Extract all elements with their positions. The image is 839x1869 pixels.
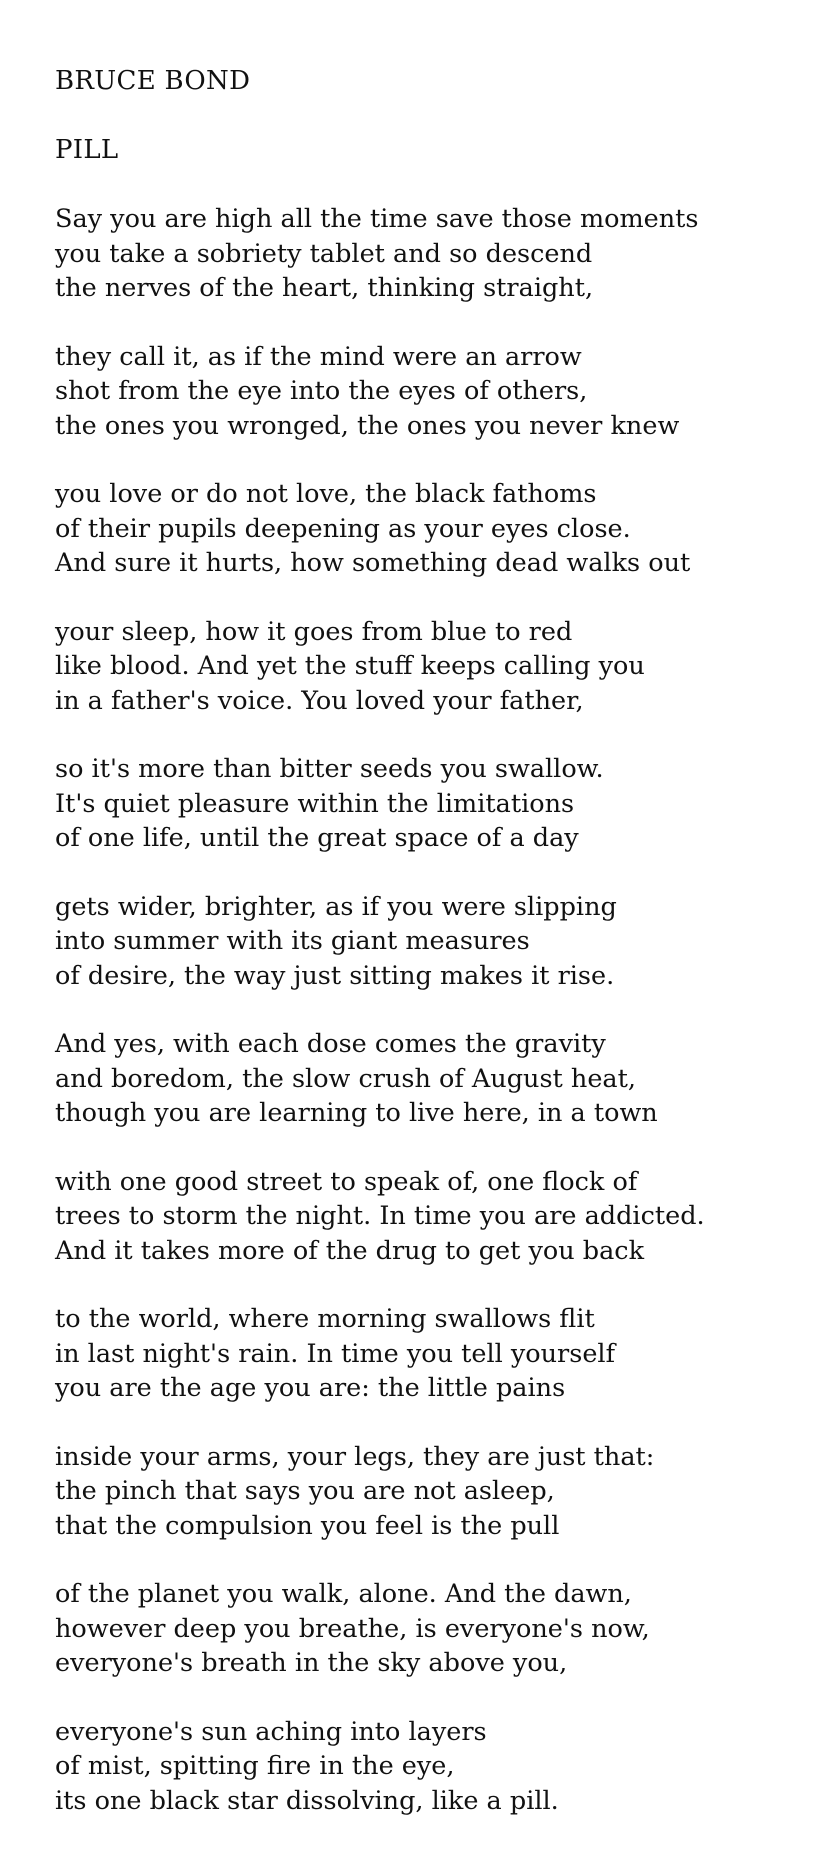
stanza [55,340,815,444]
poem-line: into summer with its giant measures [55,926,530,956]
poem-line: shot from the eye into the eyes of others, [55,376,588,406]
stanza [55,1577,815,1681]
poem-line: the pinch that says you are not asleep, [55,1476,555,1506]
poem-line: the nerves of the heart, thinking straight, [55,273,594,303]
stanza [55,1440,815,1544]
poem-line: like blood. And yet the stuff keeps calling you [55,651,645,681]
poem-line: and boredom, the slow crush of August heat, [55,1063,636,1094]
poem-line: with one good street to speak of, one flock of [55,1166,638,1197]
poem-line: And it takes more of the drug to get you back [55,1235,645,1266]
poem-line: so it's more than bitter seeds you swallow. [55,754,604,784]
poem-line: to the world, where morning swallows flit [55,1304,595,1334]
stanza [55,1715,815,1819]
poem-line: of desire, the way just sitting makes it rise. [55,960,615,991]
poem-line: of mist, spitting fire in the eye, [55,1751,455,1781]
poem-line: its one black star dissolving, like a pill. [55,1785,559,1816]
stanza [55,752,815,856]
poem-line: gets wider, brighter, as if you were slipping [55,891,617,922]
poem-line: your sleep, how it goes from blue to red [55,616,573,647]
poem-line: in a father's voice. You loved your father, [55,685,584,716]
poem-line: It's quiet pleasure within the limitations [55,788,575,819]
poem-page [55,64,815,1852]
poem-line: you are the age you are: the little pains [55,1373,566,1403]
poem-line: you love or do not love, the black fathoms [55,479,597,509]
poem-line: And sure it hurts, how something dead walks out [55,548,691,578]
poem-line: in last night's rain. In time you tell yourself [55,1338,616,1369]
poem-line: trees to storm the night. In time you are addicted. [55,1201,705,1231]
poem-line: though you are learning to live here, in a town [55,1098,658,1128]
stanza [55,477,815,581]
poem-line: of their pupils deepening as your eyes close. [55,513,631,544]
poem-line: of one life, until the great space of a day [55,823,579,853]
poem-line: inside your arms, your legs, they are just that: [55,1441,655,1472]
stanza [55,1165,815,1269]
stanza [55,615,815,719]
stanza [55,202,815,306]
poem-line: everyone's sun aching into layers [55,1716,487,1747]
poem-line: Say you are high all the time save those moments [55,204,699,234]
poem-line: of the planet you walk, alone. And the dawn, [55,1579,632,1609]
poem-line: the ones you wronged, the ones you never knew [55,410,680,441]
poem-line: however deep you breathe, is everyone's now, [55,1613,650,1644]
poem-body [55,202,815,1818]
poem-title: PILL [55,135,119,165]
author-name: BRUCE BOND [55,66,251,96]
poem-line: And yes, with each dose comes the gravity [55,1029,606,1059]
poem-line: you take a sobriety tablet and so descend [55,238,593,269]
poem-line: that the compulsion you feel is the pull [55,1510,560,1541]
stanza [55,1027,815,1131]
poem-line: they call it, as if the mind were an arrow [55,341,582,372]
poem-line: everyone's breath in the sky above you, [55,1648,568,1678]
stanza [55,890,815,994]
stanza [55,1302,815,1406]
